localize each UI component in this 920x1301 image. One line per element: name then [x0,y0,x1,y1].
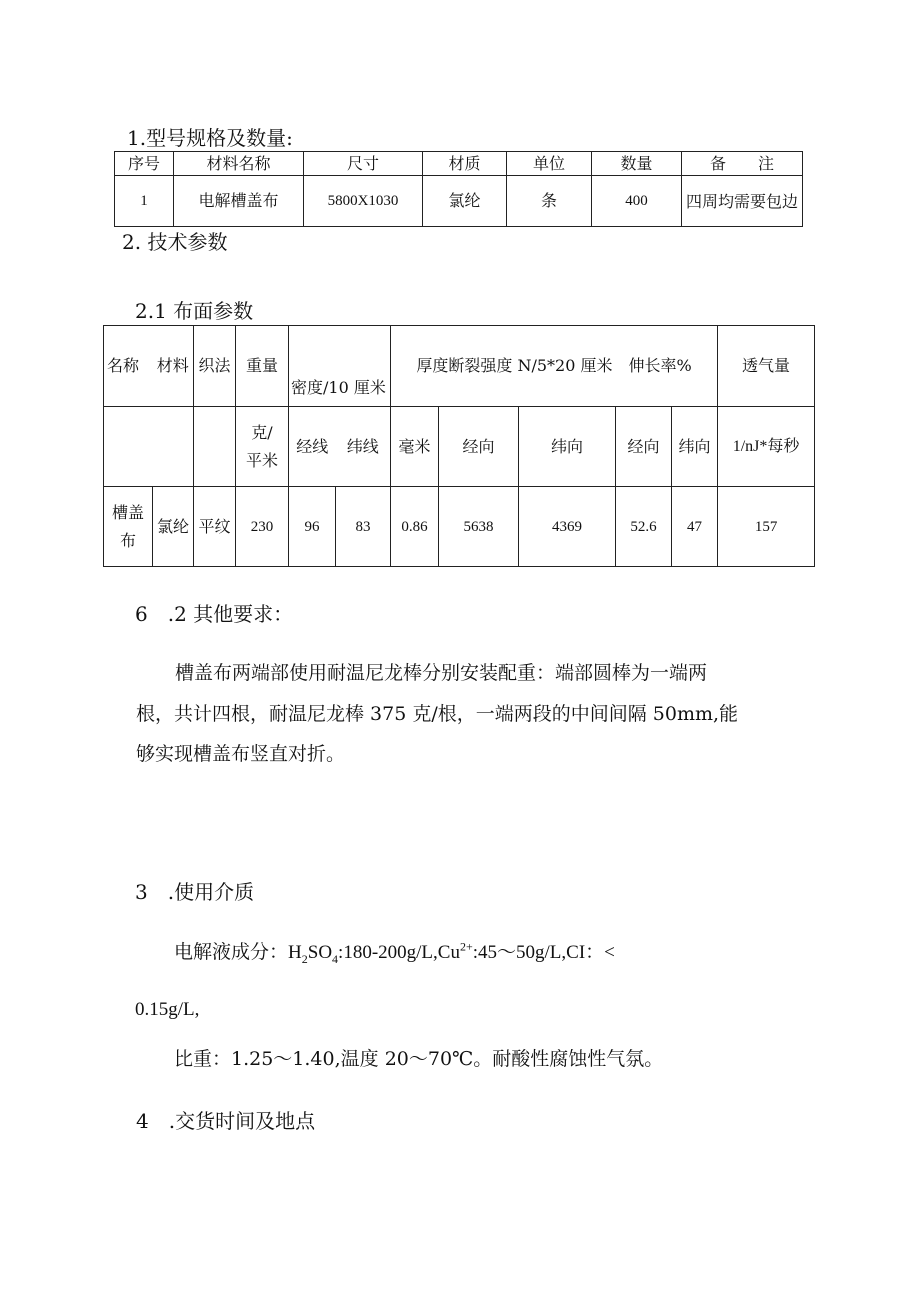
table-cell: 5638 [439,487,519,567]
chem-h: H [288,942,302,963]
header-cell-mm: 毫米 [391,407,439,487]
section62-title: 6 .2 其他要求： [135,602,294,626]
chem-so-subscript: 4 [332,951,339,966]
table-cell: 氯纶 [423,176,507,227]
fabric-parameter-table [103,325,815,567]
table-cell: 83 [336,487,391,567]
table-cell: 4369 [519,487,616,567]
header-cell-material: 材料 [153,326,194,407]
table-cell: 氯纶 [153,487,194,567]
section3-title: 3 .使用介质 [135,880,255,904]
header-cell-strength-warp: 经向 [439,407,519,487]
header-cell-air-unit: 1/nJ*每秒 [718,407,815,487]
empty-cell [104,407,194,487]
header-cell: 材料名称 [174,152,304,176]
copper-charge-superscript: 2+ [459,939,473,954]
empty-cell [194,407,236,487]
electrolyte-label: 电解液成分： [174,941,289,963]
copper-concentration: :45～50g/L,CI：< [472,942,615,963]
electrolyte-composition-line [174,940,615,965]
header-cell-strength-weft: 纬向 [519,407,616,487]
section4-title: 4 .交货时间及地点 [136,1109,316,1133]
header-cell-density: 密度/10 厘米 [289,326,391,407]
table-cell: 157 [718,487,815,567]
header-cell: 材质 [423,152,507,176]
header-cell-weft-yarn: 纬线 [336,407,391,487]
chloride-concentration: 0.15g/L, [135,999,200,1020]
section1-title: 1.型号规格及数量: [127,126,293,150]
header-cell-name: 名称 [104,326,153,407]
table-cell: 230 [236,487,289,567]
header-cell: 序号 [115,152,174,176]
table-header-row [115,152,803,176]
table-row [104,487,815,567]
header-cell-weight: 重量 [236,326,289,407]
header-cell: 数量 [592,152,682,176]
header-cell: 尺寸 [304,152,423,176]
requirements-paragraph-line-3: 够实现槽盖布竖直对折。 [136,743,346,765]
table-cell: 0.86 [391,487,439,567]
table-cell: 400 [592,176,682,227]
specific-gravity-line: 比重：1.25～1.40,温度 20～70℃。耐酸性腐蚀性气氛。 [174,1048,664,1070]
table-cell: 52.6 [616,487,672,567]
table-header-row [104,326,815,407]
table-cell: 47 [672,487,718,567]
table-cell: 电解槽盖布 [174,176,304,227]
table-cell: 平纹 [194,487,236,567]
acid-concentration: :180-200g/L,Cu [338,942,460,963]
table-cell: 96 [289,487,336,567]
header-cell-elongation-warp: 经向 [616,407,672,487]
table-cell: 条 [507,176,592,227]
header-cell: 单位 [507,152,592,176]
table-cell: 槽盖布 [104,487,153,567]
table-header-row [104,407,815,487]
section2-title: 2. 技术参数 [122,230,228,254]
header-cell-air: 透气量 [718,326,815,407]
spec-quantity-table [114,151,803,227]
table-cell: 1 [115,176,174,227]
requirements-paragraph-line-1: 槽盖布两端部使用耐温尼龙棒分别安装配重：端部圆棒为一端两 [175,662,708,684]
chem-so: SO [307,942,333,963]
requirements-paragraph-line-2: 根，共计四根，耐温尼龙棒 375 克/根，一端两段的中间间隔 50mm,能 [136,703,739,725]
chem-h-subscript: 2 [301,951,308,966]
section2-subtitle: 2.1 布面参数 [135,299,254,323]
table-cell: 四周均需要包边 [682,176,803,227]
header-cell: 备 注 [682,152,803,176]
header-cell-weight-unit: 克/平米 [236,407,289,487]
header-cell-warp-yarn: 经线 [289,407,336,487]
header-cell-thickness-strength-elongation: 厚度断裂强度 N/5*20 厘米 伸长率% [391,326,718,407]
table-row [115,176,803,227]
table-cell: 5800X1030 [304,176,423,227]
header-cell-elongation-weft: 纬向 [672,407,718,487]
header-cell-weave: 织法 [194,326,236,407]
